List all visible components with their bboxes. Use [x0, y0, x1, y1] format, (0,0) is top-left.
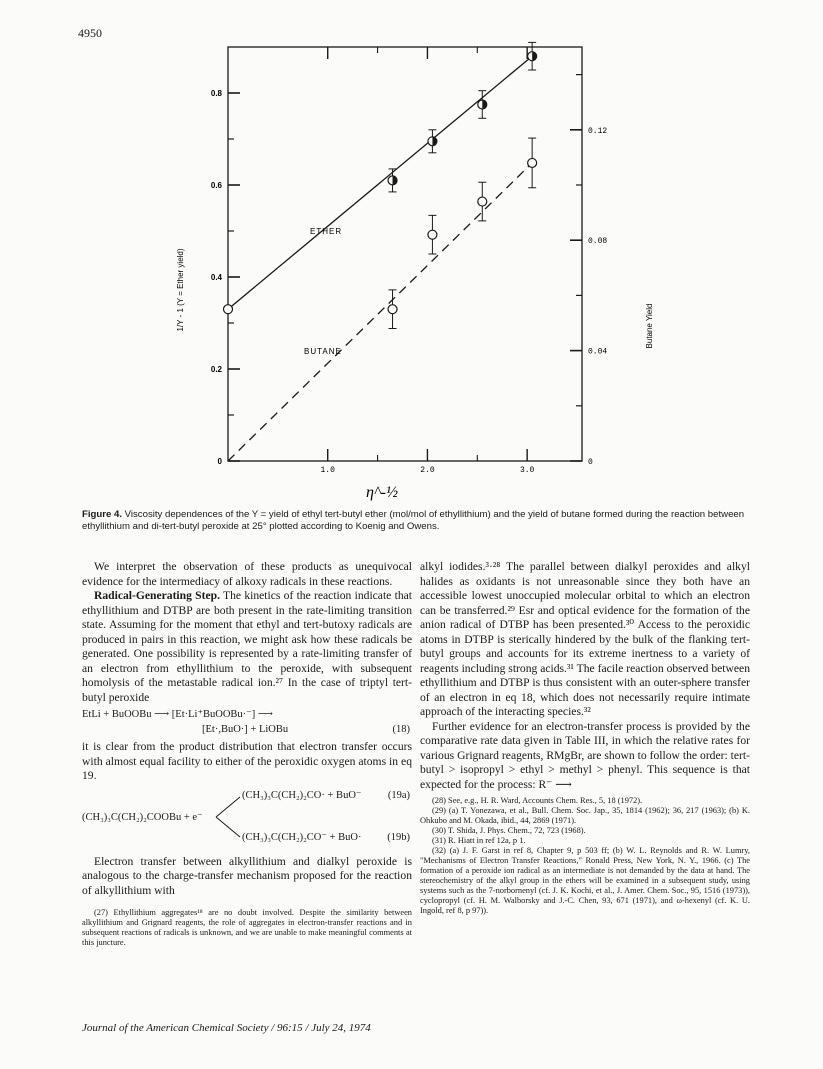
right-tick-label: 0.12	[588, 126, 608, 136]
equation-19	[82, 787, 412, 847]
left-tick-label: 0	[217, 457, 222, 466]
fit-line-ether	[228, 56, 532, 309]
equation-19b-number: (19b)	[387, 831, 410, 843]
footnote-27: (27) Ethyllithium aggregates¹⁸ are no doubt involved. Despite the similarity between alkyllithium and Grignard reagents, the role of aggregates in electron-transfer reactions and in subsequent reactions of radicals is unknown, and we are unable to make meaningful comments at this juncture.	[82, 908, 412, 947]
right-tick-label: 0	[588, 458, 593, 467]
equation-18-line-2-text: [Et·,BuO·] + LiOBu	[202, 723, 289, 735]
fit-line-butane	[228, 163, 532, 461]
x-tick-label: 2.0	[420, 466, 435, 475]
right-column	[420, 560, 750, 916]
equation-18-line-2	[82, 723, 412, 738]
page-number: 4950	[78, 26, 102, 40]
data-point-ether	[528, 52, 537, 61]
equation-19-branch-arrows	[214, 793, 244, 841]
x-tick-label: 3.0	[519, 466, 535, 475]
left-tick-label: 0.6	[210, 181, 222, 190]
data-point-ether	[388, 176, 397, 185]
data-point-ether	[478, 100, 487, 109]
marker-circle	[224, 305, 233, 314]
marker-circle	[428, 230, 437, 239]
data-point-ether	[428, 137, 437, 146]
data-point-butane	[528, 158, 537, 167]
left-tick-label: 0.8	[210, 89, 222, 98]
data-point-butane	[428, 230, 437, 239]
series-label-ether: ETHER	[310, 227, 343, 236]
data-point-butane	[478, 197, 487, 206]
x-tick-label: 1.0	[320, 466, 335, 475]
left-column	[82, 560, 412, 948]
data-point-ether	[224, 305, 233, 314]
equation-19a: (CH₃)₃C(CH₂)₂CO· + BuO⁻	[242, 789, 362, 801]
paragraph-1: We interpret the observation of these products as unequivocal evidence for the intermediacy of alkoxy radicals in these reactions.	[82, 560, 412, 588]
equation-18-line-1: EtLi + BuOOBu ⟶ [Et·Li⁺BuOOBu·⁻] ⟶	[82, 709, 273, 720]
equation-18	[82, 708, 412, 737]
references	[420, 796, 750, 916]
journal-footer: Journal of the American Chemical Society / 96:15 / July 24, 1974	[82, 1022, 371, 1034]
right-paragraph-1: alkyl iodides.³·²⁸ The parallel between dialkyl peroxides and alkyl halides as oxidants is not unreasonable since they both have an accessible lowest unoccupied molecular orbital to which an electron can be transferred.²⁹ Esr and optical evidence for the formation of the anion radical of DTBP has been presented.³⁰ Access to the peroxidic atoms in DTBP is sterically hindered by the bulk of the flanking tert-butyl groups and accounts for its extreme inertness to a variety of reagents including strong acids.³¹ The facile reaction observed between ethyllithium and DTBP is thus consistent with an outer-sphere transfer of an electron in eq 18, which does not necessarily require intimate approach of the interacting species.³²	[420, 560, 750, 718]
paragraph-4: Electron transfer between alkyllithium and dialkyl peroxide is analogous to the charge-transfer mechanism proposed for the reaction of alkyllithium with	[82, 854, 412, 897]
right-tick-label: 0.08	[588, 237, 608, 247]
section-head: Radical-Generating Step.	[94, 589, 220, 602]
marker-circle	[478, 197, 487, 206]
reference-32: (32) (a) J. F. Garst in ref 8, Chapter 9, p 503 ff; (b) W. L. Reynolds and R. W. Lumry, "Mechanisms of Electron Transfer Reactions," Ronald Press, New York, N. Y., 1966. (c) The formation of a peroxide ion radical as an intermediate is not demanded by the data at hand. The stereochemistry of the alkyl group in the ethers will be examined in a subsequent study, using systems such as the 7-norbornenyl (cf. J. K. Kochi, et al., J. Amer. Chem. Soc., 95, 1516 (1973)), cyclopropyl (cf. H. M. Walborsky and J.-C. Chen, 93, 671 (1971), and ω-hexenyl (cf. K. U. Ingold, ref 8, p 97)).	[420, 846, 750, 915]
figure-caption	[82, 509, 747, 533]
reference-30: (30) T. Shida, J. Phys. Chem., 72, 723 (1968).	[432, 826, 586, 835]
left-tick-label: 0.2	[210, 365, 222, 374]
marker-circle	[388, 305, 397, 314]
right-paragraph-2: Further evidence for an electron-transfer process is provided by the comparative rate data given in Table III, in which the relative rates for various Grignard reagents, RMgBr, are shown to follow the order: tert-butyl > isopropyl > ethyl > methyl > phenyl. This sequence is that expected for the process: R⁻ ⟶	[420, 719, 750, 791]
marker-circle	[528, 158, 537, 167]
figure-4-chart	[0, 0, 823, 505]
reference-31: (31) R. Hiatt in ref 12a, p 1.	[432, 836, 526, 845]
series-label-butane: BUTANE	[304, 347, 342, 356]
left-axis-label	[176, 248, 185, 331]
equation-18-number: (18)	[392, 723, 410, 735]
data-point-butane	[388, 305, 397, 314]
reference-29: (29) (a) T. Yonezawa, et al., Bull. Chem. Soc. Jap., 35, 1814 (1962); 36, 217 (1963); (b) K. Ohkubo and M. Okada, ibid., 44, 2869 (1971).	[420, 806, 750, 825]
left-axis-label-text: 1/Y - 1 (Y = Ether yield)	[176, 248, 185, 332]
right-tick-label: 0.04	[588, 347, 608, 357]
paragraph-3: it is clear from the product distribution that electron transfer occurs with almost equal facility to either of the peroxidic oxygen atoms in eq 19.	[82, 740, 412, 782]
equation-19a-number: (19a)	[387, 789, 410, 801]
right-axis-label-text: Butane Yield	[645, 303, 654, 349]
equation-19b: (CH₃)₃C(CH₂)₂CO⁻ + BuO·	[242, 831, 362, 843]
left-tick-label: 0.4	[210, 273, 222, 282]
reference-28: (28) See, e.g., H. R. Ward, Accounts Chem. Res., 5, 18 (1972).	[432, 796, 643, 805]
paragraph-2-text: The kinetics of the reaction indicate that ethyllithium and DTBP are both present in the rate-limiting transition state. Assuming for the moment that ethyl and tert-butoxy radicals are produced in pairs in this reaction, we might ask how these radicals be generated. One possibility is represented by a rate-limiting transfer of an electron from ethyllithium to the peroxide, with subsequent homolysis of the metastable radical ion.²⁷ In the case of triptyl tert-butyl peroxide	[82, 589, 412, 704]
equation-19-reactant: (CH₃)₃C(CH₂)₂COOBu + e⁻	[82, 811, 203, 823]
x-axis-label: η^-½	[365, 484, 399, 501]
caption-label: Figure 4.	[82, 509, 122, 520]
right-axis-label	[645, 304, 654, 349]
paragraph-2	[82, 589, 412, 705]
caption-text: Viscosity dependences of the Y = yield of ethyl tert-butyl ether (mol/mol of ethyllithium) and the yield of butane formed during the reaction between ethyllithium and di-tert-butyl peroxide at 25° plotted according to Koenig and Owens.	[82, 509, 745, 532]
plot-frame	[228, 47, 582, 461]
